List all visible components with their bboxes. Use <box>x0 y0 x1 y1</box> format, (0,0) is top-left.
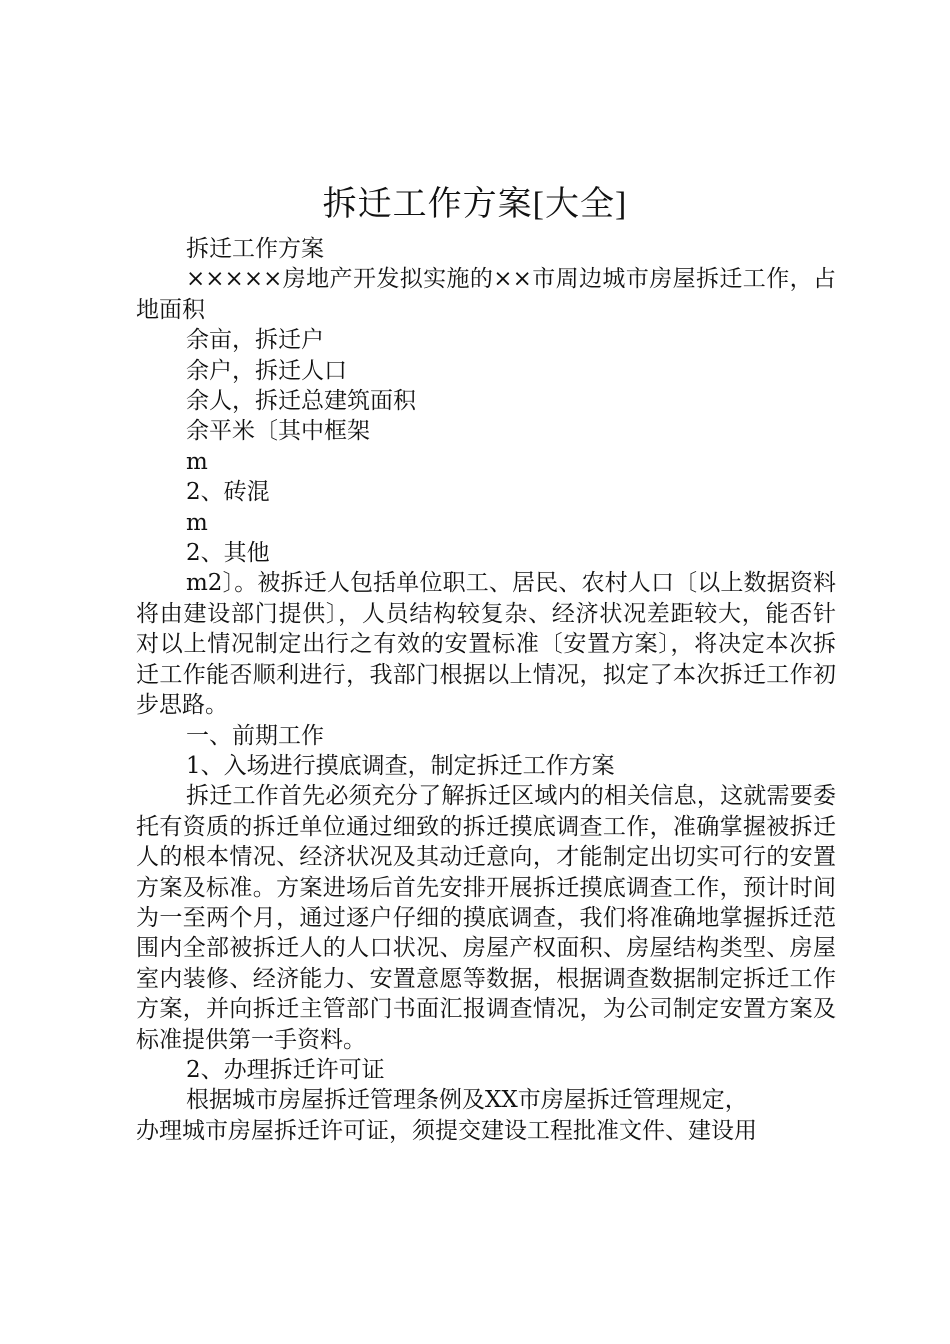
document-title: 拆迁工作方案[大全] <box>322 186 628 223</box>
paragraph: ×××××房地产开发拟实施的××市周边城市房屋拆迁工作，占地面积 <box>136 266 836 323</box>
paragraph: 余人，拆迁总建筑面积 <box>186 388 416 415</box>
paragraph: m2〕。被拆迁人包括单位职工、居民、农村人口〔以上数据资料将由建设部门提供〕，人员结构较复杂、经济状况差距较大，能否针对以上情况制定出行之有效的安置标准〔安置方案〕，将决定本次拆迁工作能否顺利进行，我部门根据以上情况，拟定了本次拆迁工作初步思路。 <box>136 570 836 719</box>
section-heading: 一、前期工作 <box>186 722 324 749</box>
subsection-heading: 2、办理拆迁许可证 <box>186 1056 385 1083</box>
subsection-heading: 1、入场进行摸底调查，制定拆迁工作方案 <box>186 752 615 779</box>
document-body <box>136 234 836 1146</box>
paragraph: 拆迁工作首先必须充分了解拆迁区域内的相关信息，这就需要委托有资质的拆迁单位通过细致的拆迁摸底调查工作，准确掌握被拆迁人的根本情况、经济状况及其动迁意向，才能制定出切实可行的安置方案及标准。方案进场后首先安排开展拆迁摸底调查工作，预计时间为一至两个月，通过逐户仔细的摸底调查，我们将准确地掌握拆迁范围内全部被拆迁人的人口状况、房屋产权面积、房屋结构类型、房屋室内装修、经济能力、安置意愿等数据，根据调查数据制定拆迁工作方案，并向拆迁主管部门书面汇报调查情况，为公司制定安置方案及标准提供第一手资料。 <box>136 783 836 1053</box>
paragraph: 2、其他 <box>186 540 270 567</box>
paragraph: 余户，拆迁人口 <box>186 357 347 384</box>
paragraph: 办理城市房屋拆迁许可证，须提交建设工程批准文件、建设用 <box>136 1117 757 1144</box>
paragraph: m <box>186 448 208 475</box>
paragraph: 拆迁工作方案 <box>186 236 324 262</box>
paragraph: 余亩，拆迁户 <box>186 327 324 354</box>
paragraph: 根据城市房屋拆迁管理条例及XX市房屋拆迁管理规定， <box>186 1087 748 1114</box>
paragraph: m <box>186 509 208 536</box>
paragraph: 余平米〔其中框架 <box>186 418 370 445</box>
paragraph: 2、砖混 <box>186 479 270 506</box>
